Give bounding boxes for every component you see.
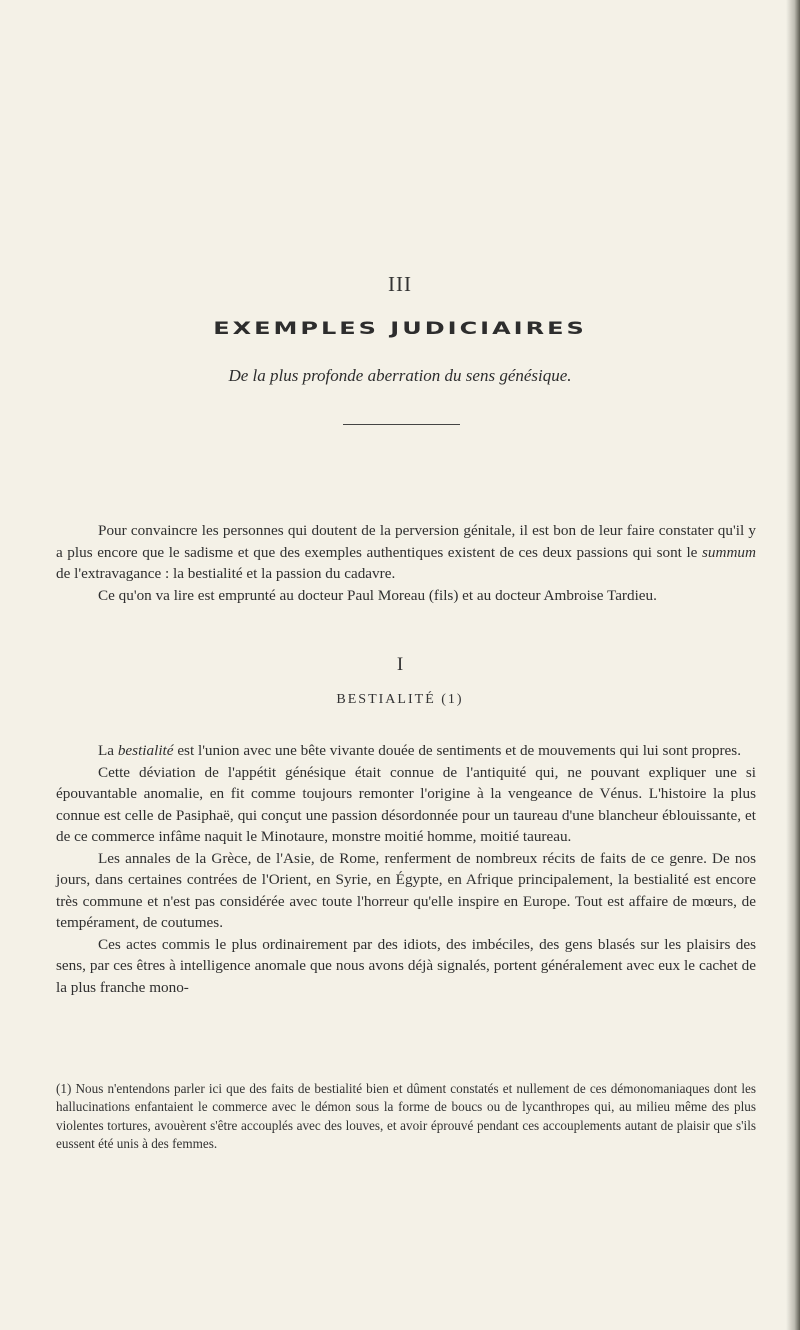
chapter-title: EXEMPLES JUDICIAIRES [213, 318, 587, 339]
section-numeral: I [396, 654, 404, 675]
intro-paragraph-text: Pour convaincre les personnes qui doutent de la perversion génitale, il est bon de leur faire constater qu'il y a plus encore que le sadisme et que des exemples authentiques existent de ces deux passions qui sont le [56, 522, 756, 561]
body-paragraph: Ces actes commis le plus ordinairement par des idiots, des imbéciles, des gens blasés sur les plaisirs des sens, par ces êtres à intelligence anomale que nous avons déjà signalés, portent généralement avec eux le cachet de la plus franche mono- [56, 935, 756, 996]
body-paragraph: Les annales de la Grèce, de l'Asie, de Rome, renferment de nombreux récits de faits de ce genre. De nos jours, dans certaines contrées de l'Orient, en Syrie, en Égypte, en Afrique principalement, la bestialité est encore très commune et n'est pas considérée avec toute l'horreur qu'elle inspire en Europe. Tout est affaire de mœurs, de tempérament, de coutumes. [56, 849, 756, 931]
footnote-text: (1) Nous n'entendons parler ici que des faits de bestialité bien et dûment constatés et nullement de ces démonomaniaques dont les hallucinations enfantaient le commerce avec le démon sous la forme de boucs ou de lycanthropes qui, au milieu même des plus violentes tortures, avouèrent s'être accouplés avec des louves, et avoir éprouvé pendant ces accouplements autant de plaisir que s'ils eussent été unis à des femmes. [56, 1081, 756, 1152]
intro-paragraph: Ce qu'on va lire est emprunté au docteur Paul Moreau (fils) et au docteur Ambroise Tardieu. [98, 586, 657, 604]
body-paragraph [56, 740, 756, 762]
intro-paragraph [56, 520, 756, 585]
section-title: BESTIALITÉ (1) [336, 692, 464, 707]
body-paragraph-lead: La [98, 742, 118, 759]
body-text [56, 740, 756, 998]
intro-text [56, 520, 756, 606]
emphasized-term: bestialité [117, 742, 174, 759]
title-divider [343, 424, 460, 425]
intro-paragraph-text: de l'extravagance : la bestialité et la passion du cadavre. [56, 565, 396, 582]
chapter-subtitle: De la plus profonde aberration du sens génésique. [228, 366, 572, 385]
chapter-numeral: III [388, 272, 412, 296]
footnote [56, 1080, 756, 1154]
body-paragraph: Cette déviation de l'appétit génésique était connue de l'antiquité qui, ne pouvant expliquer une si épouvantable anomalie, en fit comme toujours remonter l'origine à la vengeance de Vénus. L'histoire la plus connue est celle de Pasiphaë, qui conçut une passion désordonnée pour un taureau d'une blancheur éblouissante, et de ce commerce infâme naquit le Minotaure, monstre moitié homme, moitié taureau. [56, 763, 756, 845]
emphasized-word: summum [701, 543, 756, 561]
page-edge-shadow [786, 0, 800, 1330]
body-paragraph-text: est l'union avec une bête vivante douée de sentiments et de mouvements qui lui sont propres. [173, 742, 742, 759]
